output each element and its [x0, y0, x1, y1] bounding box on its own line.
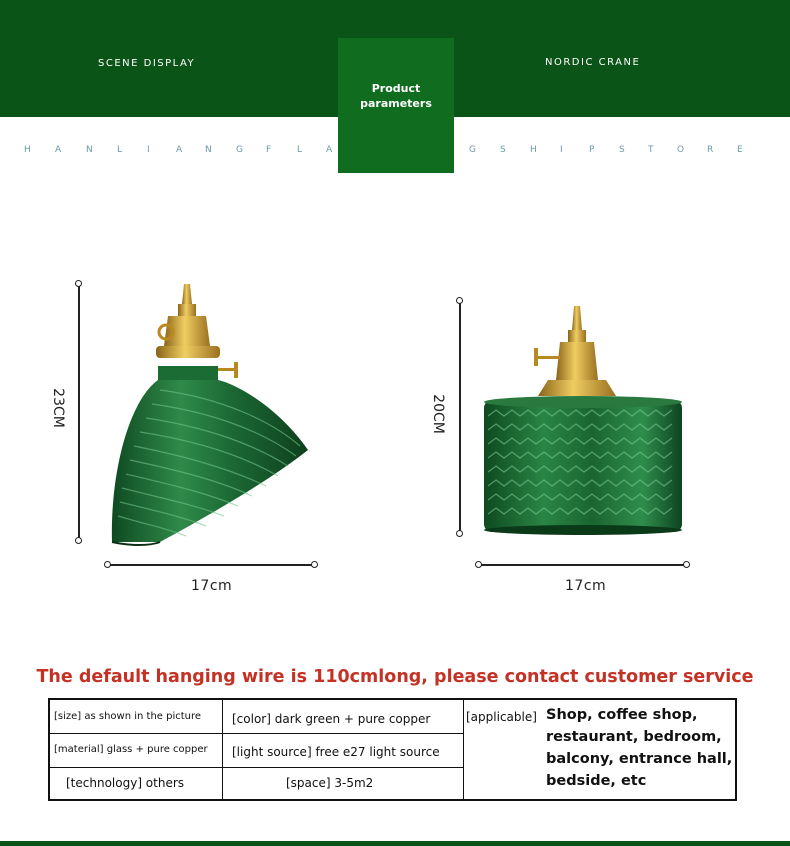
dimension-dot	[75, 537, 82, 544]
store-letter: G	[469, 145, 476, 155]
dimension-dot	[75, 280, 82, 287]
table-divider	[463, 700, 464, 799]
hanging-wire-notice: The default hanging wire is 110cmlong, please contact customer service	[36, 667, 754, 687]
tab-title-line1: Product	[371, 81, 421, 95]
store-letter: I	[560, 145, 563, 155]
store-letter: L	[297, 145, 303, 155]
footer-band	[0, 841, 790, 846]
spec-material: [material] glass + pure copper	[54, 744, 208, 755]
dimension-dot	[311, 561, 318, 568]
store-letter: T	[648, 145, 654, 155]
store-letter: N	[86, 145, 93, 155]
spec-technology: [technology] others	[66, 776, 185, 790]
dimension-dot	[456, 530, 463, 537]
right-height-dimension-line	[459, 301, 461, 534]
spec-space: [space] 3-5m2	[286, 776, 374, 790]
right-height-label: 20CM	[430, 394, 446, 434]
table-divider	[222, 700, 223, 799]
store-letter: F	[266, 145, 272, 155]
spec-table	[48, 698, 737, 801]
left-height-label: 23CM	[50, 388, 66, 428]
tab-title-line2: parameters	[360, 96, 432, 110]
table-divider	[50, 733, 463, 734]
store-name-line	[0, 145, 790, 159]
spec-applicable-label: [applicable]	[466, 710, 537, 724]
dimension-dot	[456, 297, 463, 304]
dimension-dot	[475, 561, 482, 568]
left-height-dimension-line	[78, 285, 80, 541]
store-letter: I	[147, 145, 150, 155]
spec-applicable-value: Shop, coffee shop, restaurant, bedroom, balcony, entrance hall, bedside, etc	[546, 707, 733, 789]
store-letter: G	[236, 145, 243, 155]
right-width-dimension-line	[481, 564, 687, 566]
right-lamp-image	[478, 300, 688, 540]
store-letter: O	[677, 145, 685, 155]
spec-color: [color] dark green + pure copper	[232, 712, 431, 726]
dimension-dot	[683, 561, 690, 568]
table-divider	[50, 767, 463, 768]
store-letter: H	[530, 145, 537, 155]
store-letter: N	[205, 145, 212, 155]
spec-light-source: [light source] free e27 light source	[232, 745, 440, 759]
store-letter: E	[737, 145, 743, 155]
spec-size: [size] as shown in the picture	[54, 711, 202, 722]
store-letter: P	[589, 145, 595, 155]
left-width-dimension-line	[110, 564, 315, 566]
store-letter: A	[176, 145, 183, 155]
dimension-dot	[104, 561, 111, 568]
store-letter: R	[707, 145, 714, 155]
store-letter: A	[55, 145, 62, 155]
store-letter: H	[24, 145, 31, 155]
store-letter: L	[117, 145, 123, 155]
store-letter: A	[326, 145, 333, 155]
store-letter: S	[619, 145, 625, 155]
left-width-label: 17cm	[191, 578, 233, 594]
right-width-label: 17cm	[565, 578, 607, 594]
scene-display-label: SCENE DISPLAY	[98, 58, 196, 69]
store-letter: S	[500, 145, 506, 155]
nordic-crane-label: NORDIC CRANE	[545, 57, 641, 68]
left-lamp-image	[100, 280, 315, 550]
